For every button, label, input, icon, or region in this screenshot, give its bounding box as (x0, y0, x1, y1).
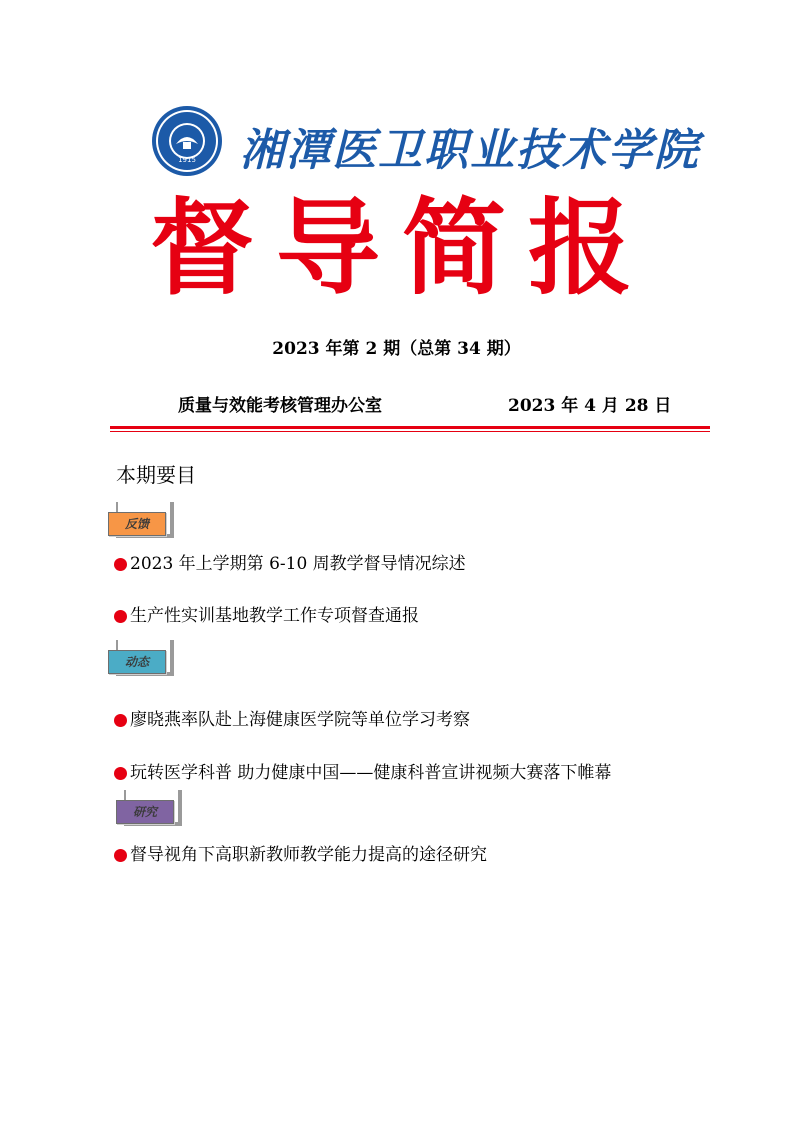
toc-item[interactable] (114, 707, 470, 733)
toc-item-label: 督导视角下高职新教师教学能力提高的途径研究 (130, 845, 487, 865)
toc-item-label: 玩转医学科普 助力健康中国——健康科普宣讲视频大赛落下帷幕 (130, 763, 612, 783)
masthead-title: 督导简报 (150, 186, 655, 309)
office-name: 质量与效能考核管理办公室 (178, 396, 382, 416)
bullet-icon (114, 767, 127, 780)
bullet-icon (114, 714, 127, 727)
header-divider-thick (110, 426, 710, 429)
section-tag-feedback (108, 502, 180, 538)
issue-number: 2023 年第 2 期（总第 34 期） (272, 339, 521, 359)
bullet-icon (114, 558, 127, 571)
section-tag-label: 动态 (108, 650, 166, 674)
section-tag-research (116, 790, 188, 826)
toc-item[interactable] (114, 551, 466, 577)
bullet-icon (114, 849, 127, 862)
section-tag-news (108, 640, 180, 676)
logo-year: 1915 (178, 156, 196, 164)
college-seal-icon (150, 104, 224, 178)
toc-item[interactable] (114, 842, 487, 868)
section-tag-label: 反馈 (108, 512, 166, 536)
publication-date: 2023 年 4 月 28 日 (508, 396, 672, 416)
toc-item-label: 廖晓燕率队赴上海健康医学院等单位学习考察 (130, 710, 470, 730)
toc-heading: 本期要目 (116, 463, 196, 487)
toc-item[interactable] (114, 760, 611, 786)
college-name: 湘潭医卫职业技术学院 (240, 125, 700, 176)
toc-item[interactable] (114, 603, 419, 629)
toc-item-label: 生产性实训基地教学工作专项督查通报 (130, 606, 419, 626)
header-divider-thin (110, 431, 710, 432)
toc-item-label: 2023 年上学期第 6-10 周教学督导情况综述 (130, 554, 466, 574)
section-tag-label: 研究 (116, 800, 174, 824)
college-logo (150, 104, 224, 178)
bullet-icon (114, 610, 127, 623)
